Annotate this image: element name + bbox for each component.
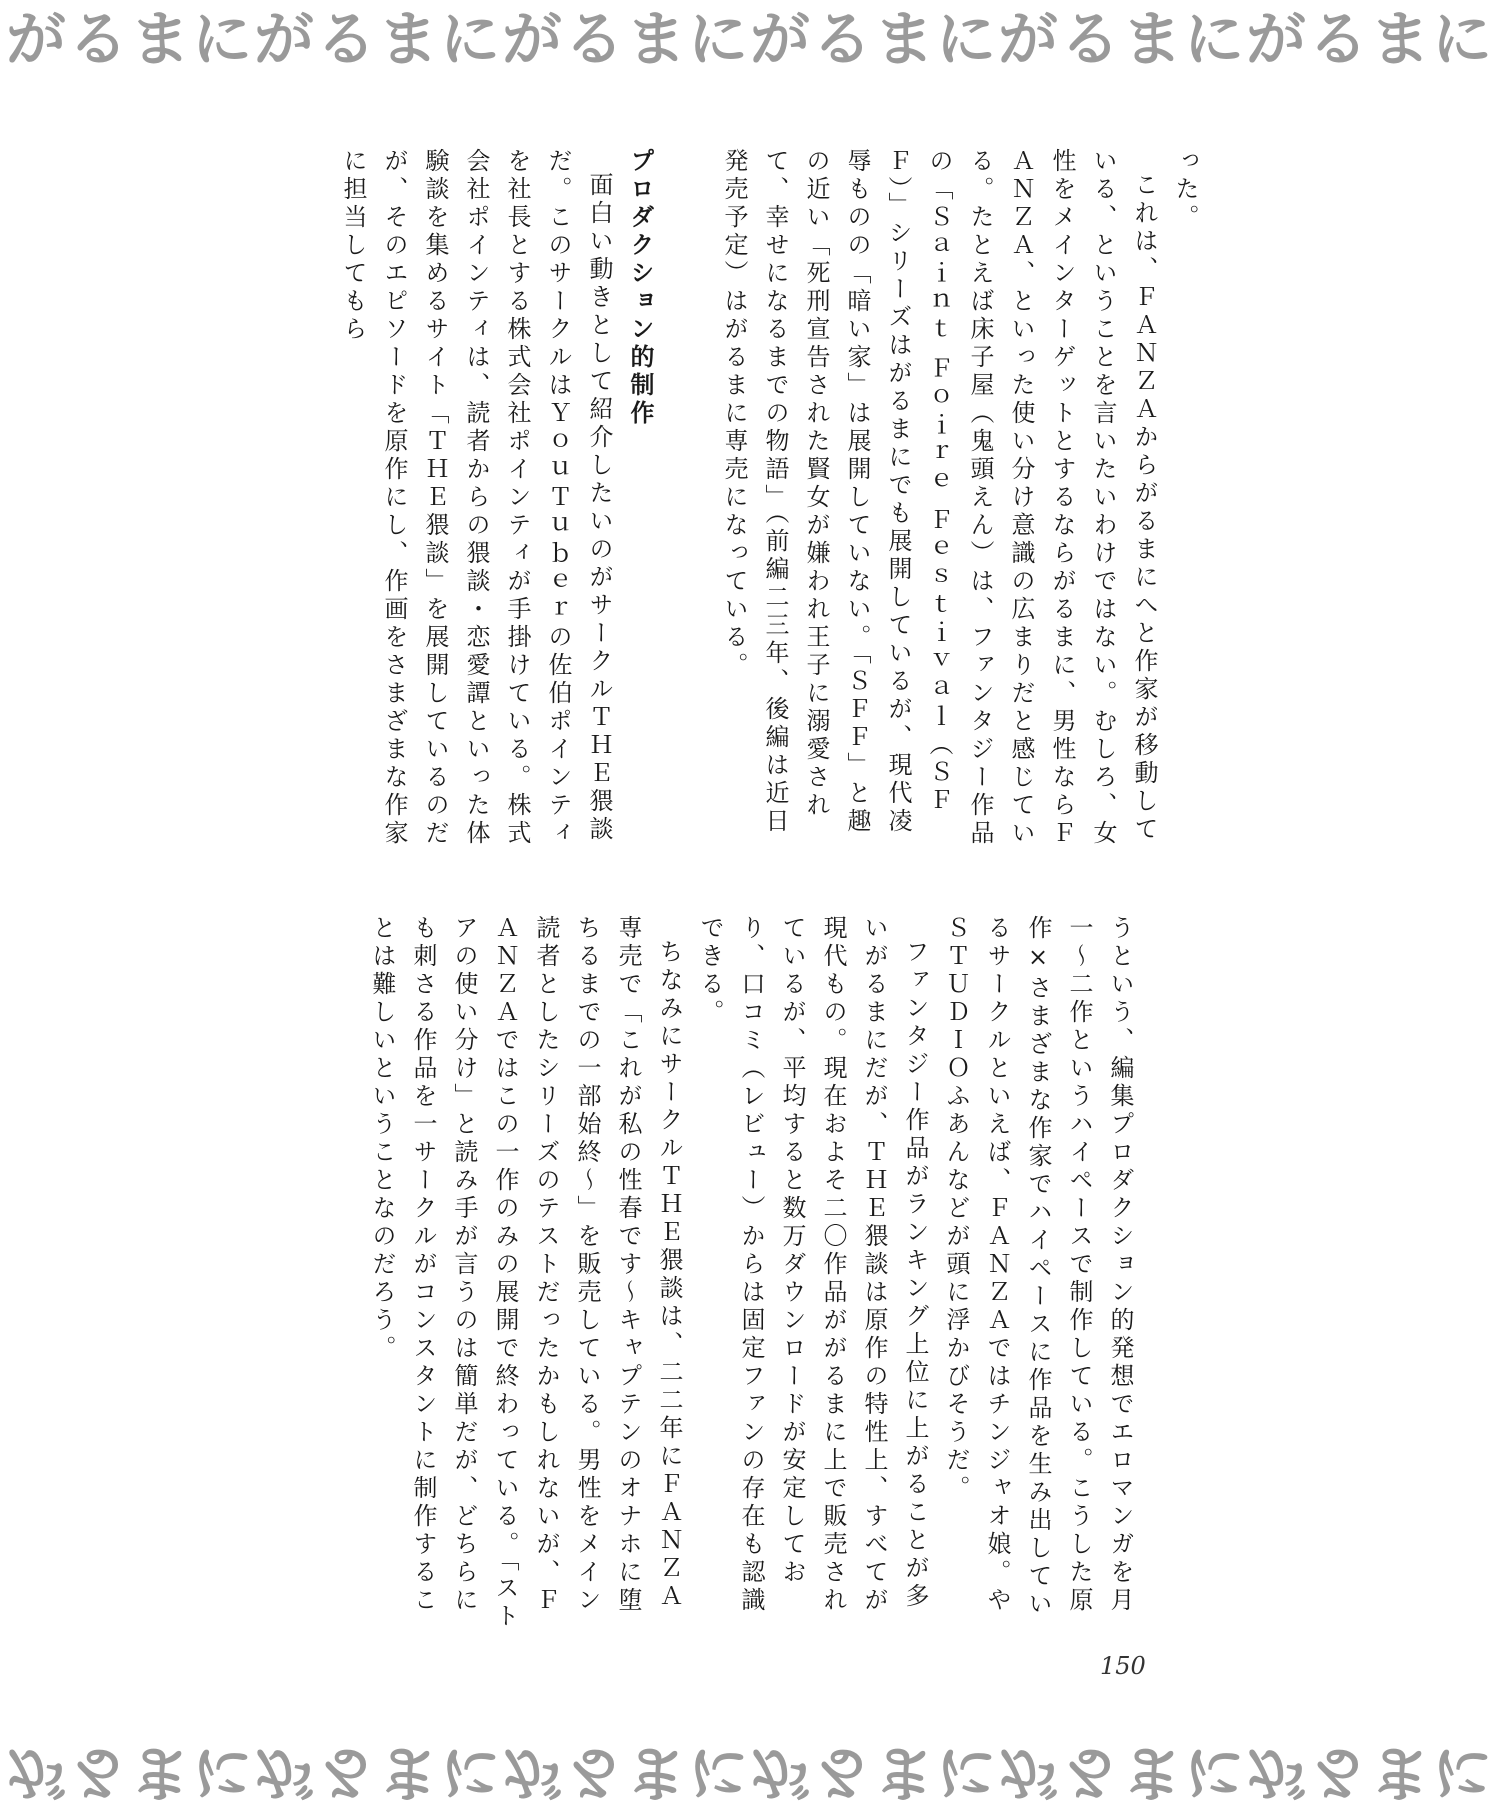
paragraph: ファンタジー作品がランキング上位に上がることが多いがるまにだが、ＴＨＥ猥談は原作の特性上、すべてが現代もの。現在およそ二〇作品ががるまに上で販売されているが、平均すると数万ダウンロードが安定しており、口コミ（レビュー）からは固定ファンの存在も認識できる。 <box>696 915 929 1615</box>
section-heading: プロダクション的制作 <box>626 148 654 428</box>
header-banner <box>0 0 1494 80</box>
paragraph: うという、編集プロダクション的発想でエロマンガを月一～二作というハイペースで制作している。こうした原作×さまざまな作家でハイペースに作品を生み出しているサークルといえば、ＦＡＮＺＡではチンジャオ娘。やＳＴＵＤＩＯふあんなどが頭に浮かびそうだ。 <box>942 915 1134 1619</box>
paragraph: った。 <box>1171 148 1199 232</box>
paragraph: 面白い動きとして紹介したいのがサークルＴＨＥ猥談だ。このサークルはＹｏｕＴｕｂｅｒの佐伯ポインティを社長とする株式会社ポインティが手掛けている。株式会社ポインティは、読者からの猥談・恋愛譚といった体験談を集めるサイト「ＴＨＥ猥談」を展開しているのだが、そのエピソードを原作にし、作画をさまざまな作家に担当してもら <box>339 148 613 848</box>
header-banner-text: がるまにがるまにがるまにがるまにがるまにがるまに <box>6 5 1494 75</box>
body-column-lower <box>320 915 1140 1635</box>
page-number: 150 <box>1100 1652 1146 1680</box>
footer-banner <box>0 1728 1494 1816</box>
paragraph: これは、ＦＡＮＺＡからがるまにへと作家が移動している、ということを言いたいわけではない。むしろ、女性をメインターゲットとするならがるまに、男性ならＦＡＮＺＡ、といった使い分け意識の広まりだと感じている。たとえば床子屋（鬼頭えん）は、ファンタジー作品の「Ｓａｉｎｔ Ｆｏｉｒｅ Ｆｅｓｔｉｖａｌ（ＳＦＦ）」シリーズはがるまにでも展開しているが、現代凌辱ものの「暗い家」は展開していない。「ＳＦＦ」と趣の近い「死刑宣告された賢女が嫌われ王子に溺愛されて、幸せになるまでの物語」（前編二三年、後編は近日発売予定）はがるまに専売になっている。 <box>720 148 1158 848</box>
paragraph: ちなみにサークルＴＨＥ猥談は、二二年にＦＡＮＺＡ専売で「これが私の性春です～キャプテンのオナホに堕ちるまでの一部始終～」を販売している。男性をメイン読者としたシリーズのテストだったかもしれないが、ＦＡＮＺＡではこの一作のみの展開で終わっている。「ストアの使い分け」と読み手が言うのは簡単だが、どちらにも刺さる作品を一サークルがコンスタントに制作することは難しいということなのだろう。 <box>368 915 683 1631</box>
body-column-upper-left <box>170 148 700 848</box>
footer-banner-text: がるまにがるまにがるまにがるまにがるまにがるまに <box>6 1737 1494 1807</box>
body-column-upper-right <box>720 148 1205 848</box>
